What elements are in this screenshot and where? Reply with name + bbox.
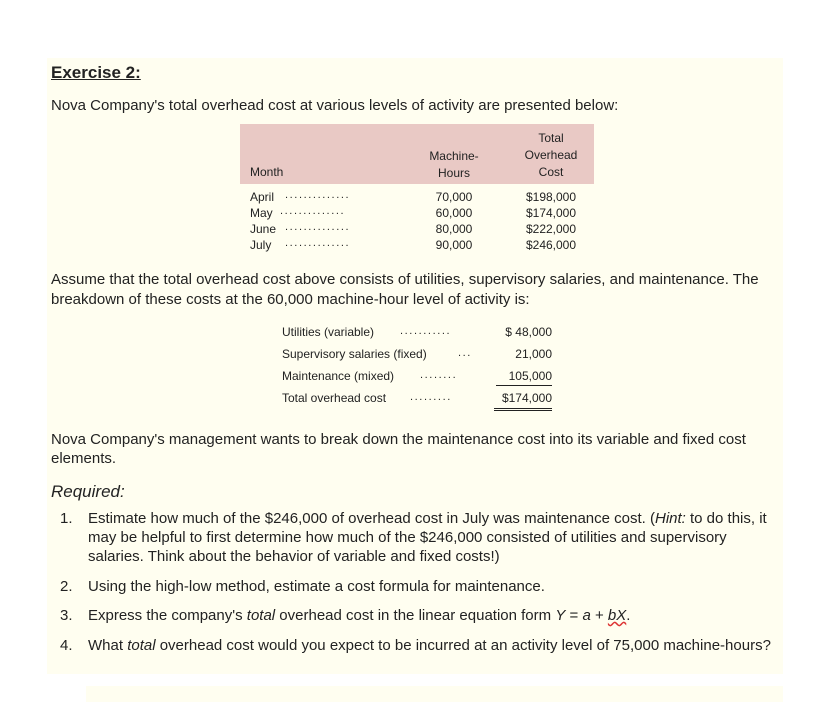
total-double-rule-top [494,408,552,409]
q4-pre: What [88,637,128,654]
header-machine-line1: Machine- [429,149,479,163]
required-heading: Required: [51,482,125,501]
leader-dots: .............. [285,189,351,201]
row-hours: 80,000 [435,222,473,236]
leader-dots: ... [458,347,472,359]
table-row [282,366,558,386]
q3-eq-plus: + [590,607,608,624]
row-amount: 105,000 [508,369,552,383]
row-hours: 90,000 [435,238,473,252]
q3-em: total [246,607,276,624]
row-month: April [250,190,275,204]
question-number: 1. [60,510,73,527]
total-double-rule-bottom [494,410,552,411]
q1-pre: Estimate how much of the $246,000 of overhead cost in July was maintenance cost. ( [88,510,655,527]
leader-dots: ........... [400,325,452,337]
question-text [88,509,782,566]
row-cost: $198,000 [525,190,577,204]
activity-table-body [240,184,594,252]
header-machine-line2: Hours [437,166,470,180]
question-text [88,636,782,655]
row-amount: 21,000 [515,347,552,361]
row-hours: 70,000 [435,190,473,204]
row-label: Total overhead cost [282,391,387,405]
question-number: 4. [60,637,73,654]
row-label: Utilities (variable) [282,325,375,339]
assumption-text: Assume that the total overhead cost above consists of utilities, supervisory salaries, and maintenance. The breakdown of these costs at the 60,000 machine-hour level of activity is: [51,271,759,308]
q1-hint: Hint: [654,510,686,527]
table-row [282,344,558,364]
leader-dots: .............. [285,237,351,249]
breakdown-table [282,322,558,412]
row-month: June [250,222,277,236]
q4-post: overhead cost would you expect to be incurred at an activity level of 75,000 machine-hours? [155,637,771,654]
header-total-overhead-cost [512,130,590,181]
activity-table-header [240,124,594,184]
header-cost-line2: Overhead [524,148,578,162]
header-month: Month [250,165,284,179]
exercise-title: Exercise 2: [51,63,141,82]
table-row [240,206,594,222]
activity-table [240,124,594,252]
row-hours: 60,000 [435,206,473,220]
intro-text: Nova Company's total overhead cost at various levels of activity are presented below: [51,97,619,114]
row-month: May [250,206,273,220]
q3-eq-bx: bX [607,607,627,624]
row-month: July [250,238,272,252]
leader-dots: ......... [410,391,452,403]
row-cost: $174,000 [525,206,577,220]
question-text [88,606,782,625]
q4-em: total [127,637,156,654]
header-cost-line3: Cost [538,165,564,179]
q3-eq-end: . [626,607,631,624]
table-row [240,190,594,206]
row-cost: $222,000 [525,222,577,236]
management-text: Nova Company's management wants to break down the maintenance cost into its variable and fixed cost elements. [51,431,746,467]
table-row [282,322,558,342]
leader-dots: ........ [420,369,458,381]
row-cost: $246,000 [525,238,577,252]
header-cost-line1: Total [538,131,564,145]
row-label: Supervisory salaries (fixed) [282,347,427,361]
row-label: Maintenance (mixed) [282,369,395,383]
leader-dots: .............. [280,205,346,217]
leader-dots: .............. [285,221,351,233]
q3-eq-y: Y [555,607,566,624]
table-row [240,238,594,254]
q3-eq-equals: = [565,607,583,624]
bottom-strip [86,686,783,702]
table-row-total [282,388,558,408]
row-amount: $ 48,000 [505,325,552,339]
q1-post: to do this, it may be helpful to first determine how much of the $246,000 consisted of utilities and supervisory salaries. Think about the behavior of variable and fixed costs!) [88,510,767,565]
question-number: 3. [60,607,73,624]
header-machine-hours [416,148,492,182]
q3-pre: Express the company's [88,607,247,624]
table-row [240,222,594,238]
question-number: 2. [60,578,73,595]
subtotal-rule [496,385,552,386]
question-text: Using the high-low method, estimate a cost formula for maintenance. [88,578,545,595]
q3-eq-a: a [582,607,591,624]
q3-mid: overhead cost in the linear equation form [275,607,556,624]
row-amount: $174,000 [501,391,552,405]
